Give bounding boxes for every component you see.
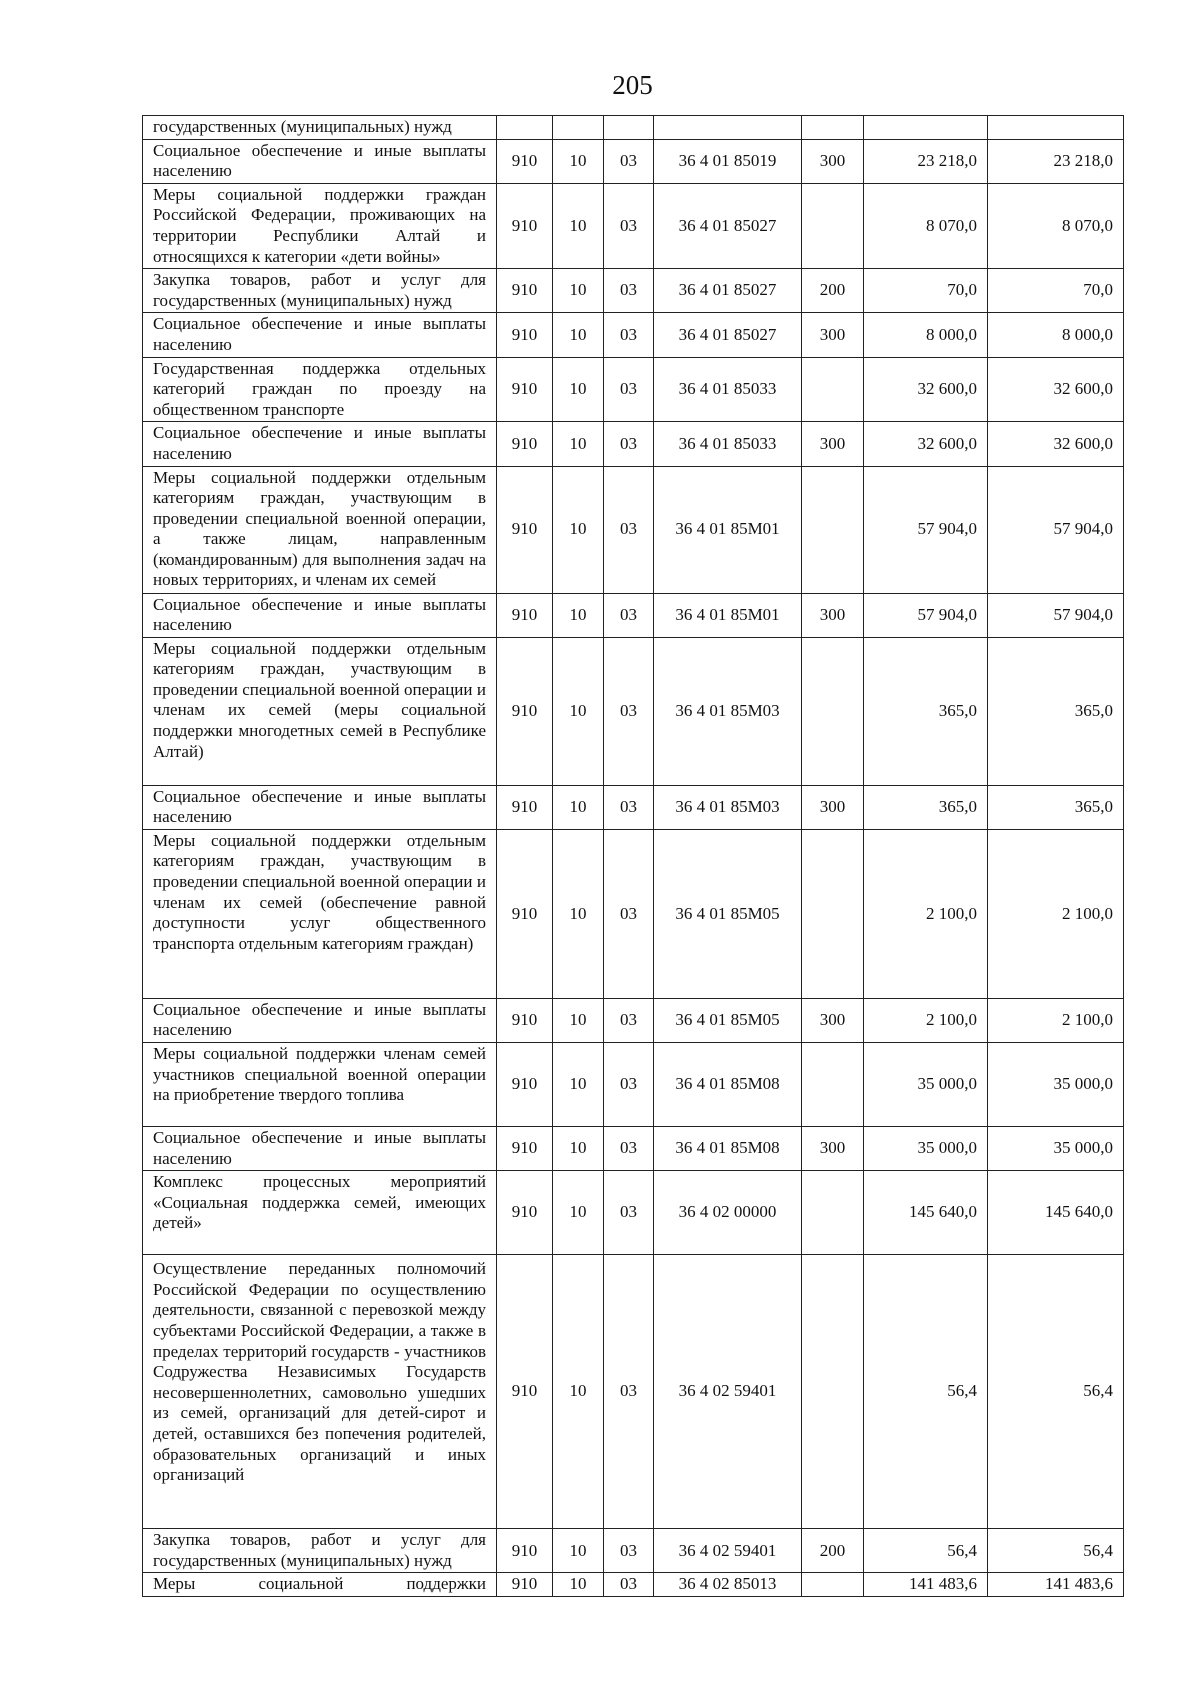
amount-year-2: 57 904,0 — [988, 593, 1124, 637]
section-code: 10 — [553, 466, 604, 593]
amount-year-1: 32 600,0 — [864, 357, 988, 422]
table-row — [143, 357, 1124, 422]
amount-year-2: 8 070,0 — [988, 183, 1124, 268]
amount-year-2: 365,0 — [988, 637, 1124, 785]
target-article-code: 36 4 01 85027 — [654, 313, 802, 357]
table-row — [143, 593, 1124, 637]
row-name: Социальное обеспечение и иные выплаты населению — [143, 313, 497, 357]
amount-year-2: 23 218,0 — [988, 139, 1124, 183]
amount-year-2: 2 100,0 — [988, 829, 1124, 998]
page-number: 205 — [612, 70, 653, 100]
grbs-code: 910 — [497, 1127, 553, 1171]
row-name: Комплекс процессных мероприятий «Социальная поддержка семей, имеющих детей» — [143, 1171, 497, 1255]
target-article-code: 36 4 02 59401 — [654, 1255, 802, 1529]
target-article-code: 36 4 02 59401 — [654, 1529, 802, 1573]
target-article-code: 36 4 01 85027 — [654, 183, 802, 268]
amount-year-1: 8 000,0 — [864, 313, 988, 357]
table-row — [143, 1573, 1124, 1597]
amount-year-1: 32 600,0 — [864, 422, 988, 466]
table-row — [143, 1529, 1124, 1573]
table-row — [143, 422, 1124, 466]
grbs-code: 910 — [497, 1043, 553, 1127]
amount-year-1: 56,4 — [864, 1529, 988, 1573]
amount-year-2 — [988, 116, 1124, 140]
subsection-code: 03 — [604, 313, 654, 357]
section-code: 10 — [553, 1573, 604, 1597]
grbs-code: 910 — [497, 183, 553, 268]
grbs-code: 910 — [497, 422, 553, 466]
budget-table — [142, 115, 1124, 1597]
subsection-code: 03 — [604, 269, 654, 313]
row-name: Социальное обеспечение и иные выплаты населению — [143, 785, 497, 829]
amount-year-2: 141 483,6 — [988, 1573, 1124, 1597]
grbs-code: 910 — [497, 1573, 553, 1597]
table-row — [143, 1171, 1124, 1255]
expense-type-code: 300 — [802, 139, 864, 183]
row-name: Социальное обеспечение и иные выплаты населению — [143, 139, 497, 183]
expense-type-code — [802, 466, 864, 593]
grbs-code: 910 — [497, 637, 553, 785]
amount-year-2: 56,4 — [988, 1255, 1124, 1529]
target-article-code — [654, 116, 802, 140]
section-code: 10 — [553, 269, 604, 313]
target-article-code: 36 4 01 85033 — [654, 422, 802, 466]
grbs-code: 910 — [497, 466, 553, 593]
amount-year-2: 35 000,0 — [988, 1127, 1124, 1171]
amount-year-1: 56,4 — [864, 1255, 988, 1529]
expense-type-code: 300 — [802, 313, 864, 357]
section-code: 10 — [553, 1255, 604, 1529]
subsection-code: 03 — [604, 422, 654, 466]
amount-year-1: 35 000,0 — [864, 1043, 988, 1127]
amount-year-2: 8 000,0 — [988, 313, 1124, 357]
amount-year-2: 145 640,0 — [988, 1171, 1124, 1255]
table-row — [143, 637, 1124, 785]
table-row — [143, 1127, 1124, 1171]
row-name: Меры социальной поддержки отдельным категориям граждан, участвующим в проведении специальной военной операции и членам их семей (меры социальной поддержки многодетных семей в Республике Алтай) — [143, 637, 497, 785]
amount-year-2: 32 600,0 — [988, 422, 1124, 466]
expense-type-code: 300 — [802, 998, 864, 1042]
amount-year-2: 365,0 — [988, 785, 1124, 829]
table-row — [143, 785, 1124, 829]
row-name: государственных (муниципальных) нужд — [143, 116, 497, 140]
amount-year-1: 23 218,0 — [864, 139, 988, 183]
expense-type-code: 300 — [802, 593, 864, 637]
amount-year-2: 57 904,0 — [988, 466, 1124, 593]
row-name: Меры социальной поддержки отдельным категориям граждан, участвующим в проведении специальной военной операции и членам их семей (обеспечение равной доступности услуг общественного транспорта отдельным категориям граждан) — [143, 829, 497, 998]
expense-type-code: 200 — [802, 269, 864, 313]
target-article-code: 36 4 01 85М08 — [654, 1043, 802, 1127]
section-code: 10 — [553, 785, 604, 829]
section-code: 10 — [553, 1529, 604, 1573]
subsection-code: 03 — [604, 466, 654, 593]
amount-year-1: 8 070,0 — [864, 183, 988, 268]
expense-type-code — [802, 1043, 864, 1127]
expense-type-code: 300 — [802, 422, 864, 466]
target-article-code: 36 4 01 85М05 — [654, 829, 802, 998]
subsection-code: 03 — [604, 1127, 654, 1171]
expense-type-code — [802, 357, 864, 422]
target-article-code: 36 4 01 85М03 — [654, 637, 802, 785]
row-name: Осуществление переданных полномочий Российской Федерации по осуществлению деятельности, связанной с перевозкой между субъектами Российской Федерации, а также в пределах территорий государств - участников Содружества Независимых Государств несовершеннолетних, самовольно ушедших из семей, организаций для детей-сирот и детей, оставшихся без попечения родителей, образовательных организаций и иных организаций — [143, 1255, 497, 1529]
amount-year-1: 35 000,0 — [864, 1127, 988, 1171]
table-row — [143, 139, 1124, 183]
table-row — [143, 269, 1124, 313]
expense-type-code: 300 — [802, 1127, 864, 1171]
subsection-code: 03 — [604, 998, 654, 1042]
grbs-code: 910 — [497, 1529, 553, 1573]
expense-type-code — [802, 1255, 864, 1529]
row-name: Закупка товаров, работ и услуг для государственных (муниципальных) нужд — [143, 1529, 497, 1573]
amount-year-1: 57 904,0 — [864, 593, 988, 637]
amount-year-1: 145 640,0 — [864, 1171, 988, 1255]
table-row — [143, 313, 1124, 357]
target-article-code: 36 4 01 85М05 — [654, 998, 802, 1042]
section-code: 10 — [553, 183, 604, 268]
amount-year-1: 2 100,0 — [864, 998, 988, 1042]
subsection-code: 03 — [604, 1529, 654, 1573]
expense-type-code — [802, 183, 864, 268]
row-name: Меры социальной поддержки — [143, 1573, 497, 1597]
amount-year-1: 57 904,0 — [864, 466, 988, 593]
grbs-code: 910 — [497, 269, 553, 313]
section-code: 10 — [553, 1171, 604, 1255]
target-article-code: 36 4 02 85013 — [654, 1573, 802, 1597]
row-name: Меры социальной поддержки граждан Российской Федерации, проживающих на территории Республики Алтай и относящихся к категории «дети войны» — [143, 183, 497, 268]
subsection-code: 03 — [604, 1043, 654, 1127]
subsection-code: 03 — [604, 637, 654, 785]
amount-year-1: 2 100,0 — [864, 829, 988, 998]
amount-year-1 — [864, 116, 988, 140]
grbs-code: 910 — [497, 829, 553, 998]
grbs-code: 910 — [497, 139, 553, 183]
grbs-code: 910 — [497, 1255, 553, 1529]
table-row — [143, 1043, 1124, 1127]
section-code: 10 — [553, 637, 604, 785]
target-article-code: 36 4 01 85М01 — [654, 593, 802, 637]
row-name: Социальное обеспечение и иные выплаты населению — [143, 593, 497, 637]
table-row — [143, 829, 1124, 998]
target-article-code: 36 4 02 00000 — [654, 1171, 802, 1255]
target-article-code: 36 4 01 85М08 — [654, 1127, 802, 1171]
amount-year-1: 365,0 — [864, 637, 988, 785]
grbs-code: 910 — [497, 593, 553, 637]
section-code: 10 — [553, 1043, 604, 1127]
amount-year-1: 141 483,6 — [864, 1573, 988, 1597]
grbs-code: 910 — [497, 998, 553, 1042]
section-code: 10 — [553, 593, 604, 637]
section-code: 10 — [553, 313, 604, 357]
section-code: 10 — [553, 1127, 604, 1171]
subsection-code — [604, 116, 654, 140]
grbs-code: 910 — [497, 313, 553, 357]
expense-type-code — [802, 637, 864, 785]
table-row — [143, 998, 1124, 1042]
row-name: Социальное обеспечение и иные выплаты населению — [143, 998, 497, 1042]
subsection-code: 03 — [604, 785, 654, 829]
row-name: Государственная поддержка отдельных категорий граждан по проезду на общественном транспорте — [143, 357, 497, 422]
amount-year-2: 2 100,0 — [988, 998, 1124, 1042]
row-name: Меры социальной поддержки отдельным категориям граждан, участвующим в проведении специальной военной операции, а также лицам, направленным (командированным) для выполнения задач на новых территориях, и членам их семей — [143, 466, 497, 593]
amount-year-2: 32 600,0 — [988, 357, 1124, 422]
section-code: 10 — [553, 357, 604, 422]
expense-type-code: 300 — [802, 785, 864, 829]
subsection-code: 03 — [604, 1255, 654, 1529]
subsection-code: 03 — [604, 357, 654, 422]
row-name: Закупка товаров, работ и услуг для государственных (муниципальных) нужд — [143, 269, 497, 313]
expense-type-code: 200 — [802, 1529, 864, 1573]
target-article-code: 36 4 01 85033 — [654, 357, 802, 422]
expense-type-code — [802, 829, 864, 998]
section-code: 10 — [553, 829, 604, 998]
grbs-code: 910 — [497, 1171, 553, 1255]
grbs-code: 910 — [497, 357, 553, 422]
target-article-code: 36 4 01 85019 — [654, 139, 802, 183]
subsection-code: 03 — [604, 1573, 654, 1597]
grbs-code: 910 — [497, 785, 553, 829]
grbs-code — [497, 116, 553, 140]
target-article-code: 36 4 01 85М01 — [654, 466, 802, 593]
table-row — [143, 1255, 1124, 1529]
subsection-code: 03 — [604, 1171, 654, 1255]
section-code: 10 — [553, 422, 604, 466]
section-code: 10 — [553, 139, 604, 183]
amount-year-2: 56,4 — [988, 1529, 1124, 1573]
section-code: 10 — [553, 998, 604, 1042]
target-article-code: 36 4 01 85027 — [654, 269, 802, 313]
amount-year-1: 70,0 — [864, 269, 988, 313]
table-row — [143, 116, 1124, 140]
amount-year-2: 70,0 — [988, 269, 1124, 313]
row-name: Социальное обеспечение и иные выплаты населению — [143, 1127, 497, 1171]
row-name: Меры социальной поддержки членам семей участников специальной военной операции на приобретение твердого топлива — [143, 1043, 497, 1127]
section-code — [553, 116, 604, 140]
subsection-code: 03 — [604, 829, 654, 998]
table-row — [143, 183, 1124, 268]
expense-type-code — [802, 1171, 864, 1255]
row-name: Социальное обеспечение и иные выплаты населению — [143, 422, 497, 466]
subsection-code: 03 — [604, 593, 654, 637]
expense-type-code — [802, 116, 864, 140]
amount-year-2: 35 000,0 — [988, 1043, 1124, 1127]
subsection-code: 03 — [604, 139, 654, 183]
subsection-code: 03 — [604, 183, 654, 268]
expense-type-code — [802, 1573, 864, 1597]
table-row — [143, 466, 1124, 593]
target-article-code: 36 4 01 85М03 — [654, 785, 802, 829]
amount-year-1: 365,0 — [864, 785, 988, 829]
